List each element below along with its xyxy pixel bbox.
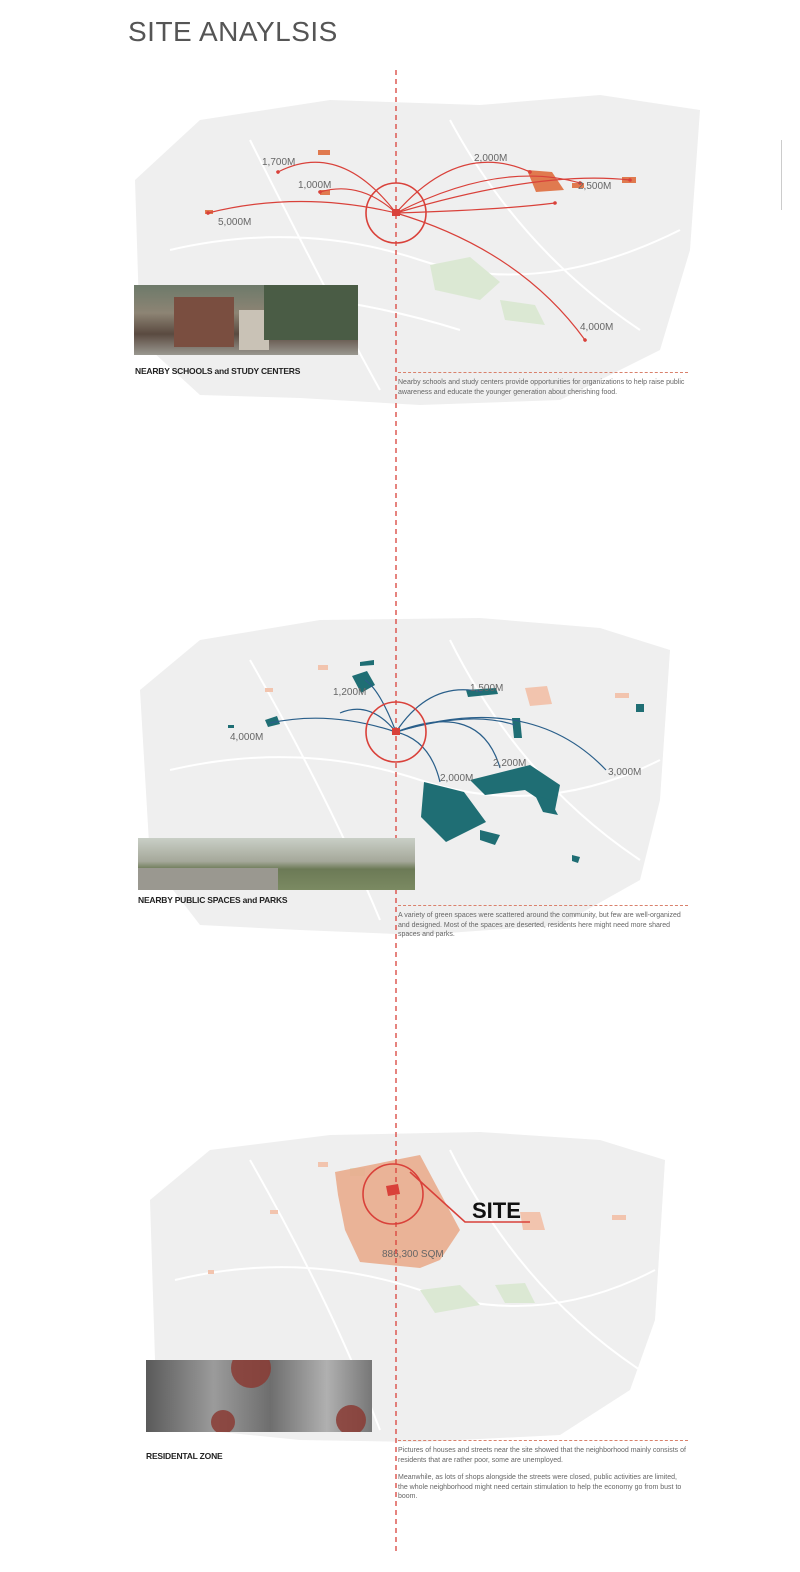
section-description	[398, 1440, 688, 1502]
schools-photo	[134, 285, 358, 355]
section-caption: RESIDENTAL ZONE	[146, 1451, 223, 1461]
page-title: SITE ANAYLSIS	[128, 16, 338, 47]
distance-label: 1,700M	[262, 157, 296, 168]
distance-label: 4,000M	[230, 732, 264, 743]
schools-map	[135, 95, 700, 405]
distance-label: 2,000M	[440, 773, 474, 784]
distance-label: 3,000M	[608, 767, 642, 778]
distance-label: 5,000M	[218, 217, 252, 228]
section-caption: NEARBY SCHOOLS and STUDY CENTERS	[135, 366, 301, 376]
distance-label: 2,500M	[578, 181, 612, 192]
site-label: SITE	[472, 1198, 521, 1223]
description-paragraph: Pictures of houses and streets near the site showed that the neighborhood mainly consists of residents that are rather poor, some are unemployed.	[398, 1447, 686, 1464]
site-marker	[386, 1184, 400, 1196]
distance-label: 4,000M	[580, 322, 614, 333]
distance-label: 1,500M	[470, 683, 504, 694]
area-label: 886,300 SQM	[382, 1249, 444, 1260]
distance-label: 2,200M	[493, 758, 527, 769]
distance-label: 2,000M	[474, 153, 508, 164]
section-caption: NEARBY PUBLIC SPACES and PARKS	[138, 895, 288, 905]
description-paragraph: Meanwhile, as lots of shops alongside the streets were closed, public activities are limited, the whole neighborhood might need certain stimulation to help the economy go from bust to boom.	[398, 1474, 682, 1500]
distance-label: 1,200M	[333, 687, 367, 698]
parks-photo	[138, 838, 415, 890]
section-description: Nearby schools and study centers provide opportunities for organizations to help raise public awareness and educate the younger generation about cherishing food.	[398, 372, 688, 397]
section-description: A variety of green spaces were scattered around the community, but few are well-organized and designed. Most of the spaces are deserted, residents here might need more shared spaces and parks.	[398, 905, 688, 940]
distance-label: 1,000M	[298, 180, 332, 191]
residential-photo	[146, 1360, 372, 1432]
